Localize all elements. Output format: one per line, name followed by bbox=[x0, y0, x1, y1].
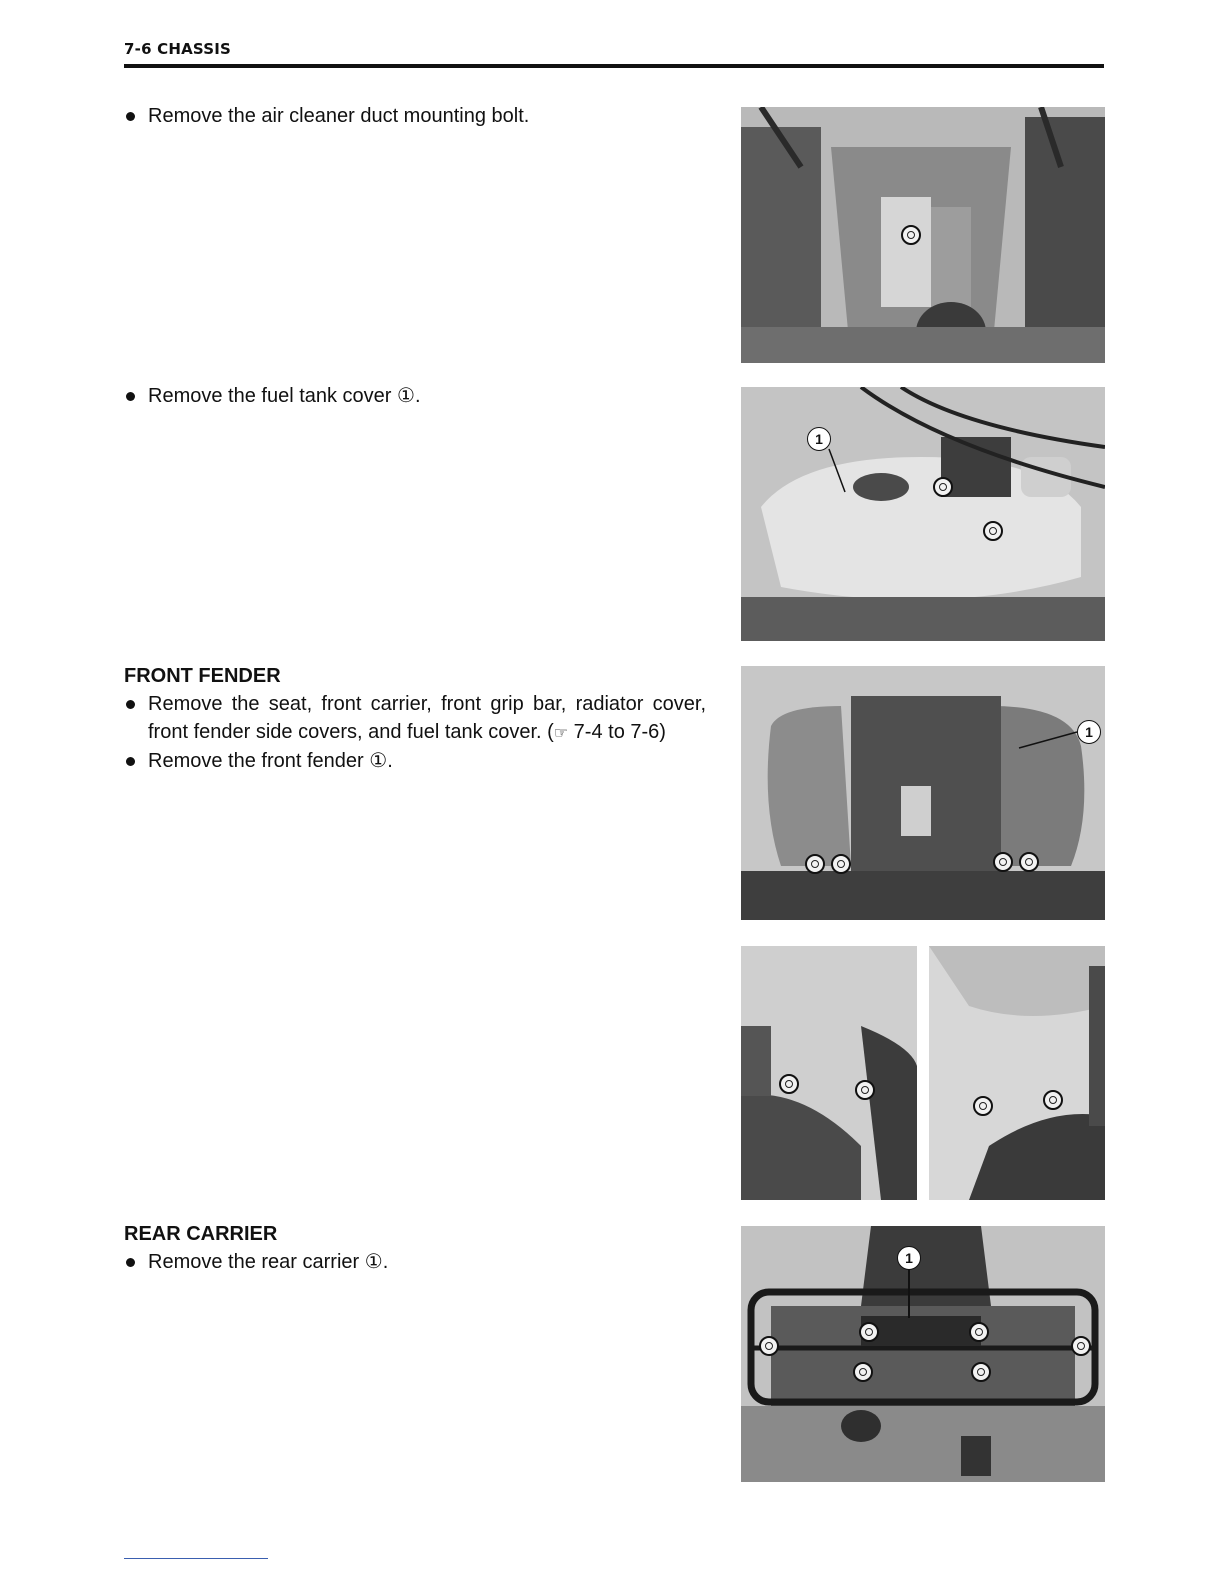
bolt-icon bbox=[983, 521, 1003, 541]
footer-rule bbox=[124, 1558, 268, 1559]
bolt-icon bbox=[971, 1362, 991, 1382]
callout-marker: ① bbox=[369, 750, 388, 772]
bolt-icon bbox=[1019, 852, 1039, 872]
bolt-icon bbox=[1071, 1336, 1091, 1356]
photo-fender-left-side bbox=[741, 946, 917, 1200]
bolt-icon bbox=[901, 225, 921, 245]
bullet-item bbox=[124, 102, 724, 130]
page-label: 7-6 CHASSIS bbox=[124, 40, 232, 58]
callout-1: 1 bbox=[807, 427, 831, 451]
step-fuel-tank-cover bbox=[124, 382, 724, 410]
section-front-fender bbox=[124, 662, 706, 775]
bullet-item: Remove the rear carrier ①. bbox=[124, 1248, 724, 1276]
callout-marker: ① bbox=[397, 385, 415, 407]
step-air-cleaner bbox=[124, 102, 724, 130]
callout-marker: ① bbox=[364, 1251, 383, 1273]
section-rear-carrier bbox=[124, 1220, 724, 1276]
bullet-item: Remove the fuel tank cover ①. bbox=[124, 382, 724, 410]
bolt-icon bbox=[973, 1096, 993, 1116]
section-heading: REAR CARRIER bbox=[124, 1223, 278, 1245]
bolt-icon bbox=[853, 1362, 873, 1382]
callout-1: 1 bbox=[897, 1246, 921, 1270]
photo-air-cleaner-duct bbox=[741, 107, 1105, 363]
bolt-icon bbox=[805, 854, 825, 874]
bullet-item: Remove the seat, front carrier, front grip bar, radiator cover, front fender side covers, and fuel tank cover. (☞ 7-4 to 7-6) bbox=[124, 690, 706, 747]
bolt-icon bbox=[993, 852, 1013, 872]
reference-icon: ☞ bbox=[553, 723, 569, 742]
bolt-icon bbox=[859, 1322, 879, 1342]
bolt-icon bbox=[1043, 1090, 1063, 1110]
bolt-icon bbox=[969, 1322, 989, 1342]
step-text: Remove the air cleaner duct mounting bolt. bbox=[148, 105, 530, 127]
photo-fuel-tank-cover bbox=[741, 387, 1105, 641]
callout-1: 1 bbox=[1077, 720, 1101, 744]
photo-front-fender bbox=[741, 666, 1105, 920]
bolt-icon bbox=[855, 1080, 875, 1100]
page-header bbox=[124, 40, 1104, 68]
photo-fender-right-side bbox=[929, 946, 1105, 1200]
bullet-item: Remove the front fender ①. bbox=[124, 747, 706, 775]
bolt-icon bbox=[779, 1074, 799, 1094]
section-heading: FRONT FENDER bbox=[124, 665, 281, 687]
header-rule bbox=[124, 64, 1104, 68]
bolt-icon bbox=[759, 1336, 779, 1356]
photo-rear-carrier bbox=[741, 1226, 1105, 1482]
bolt-icon bbox=[831, 854, 851, 874]
step-text: Remove the fuel tank cover bbox=[148, 385, 392, 407]
bolt-icon bbox=[933, 477, 953, 497]
